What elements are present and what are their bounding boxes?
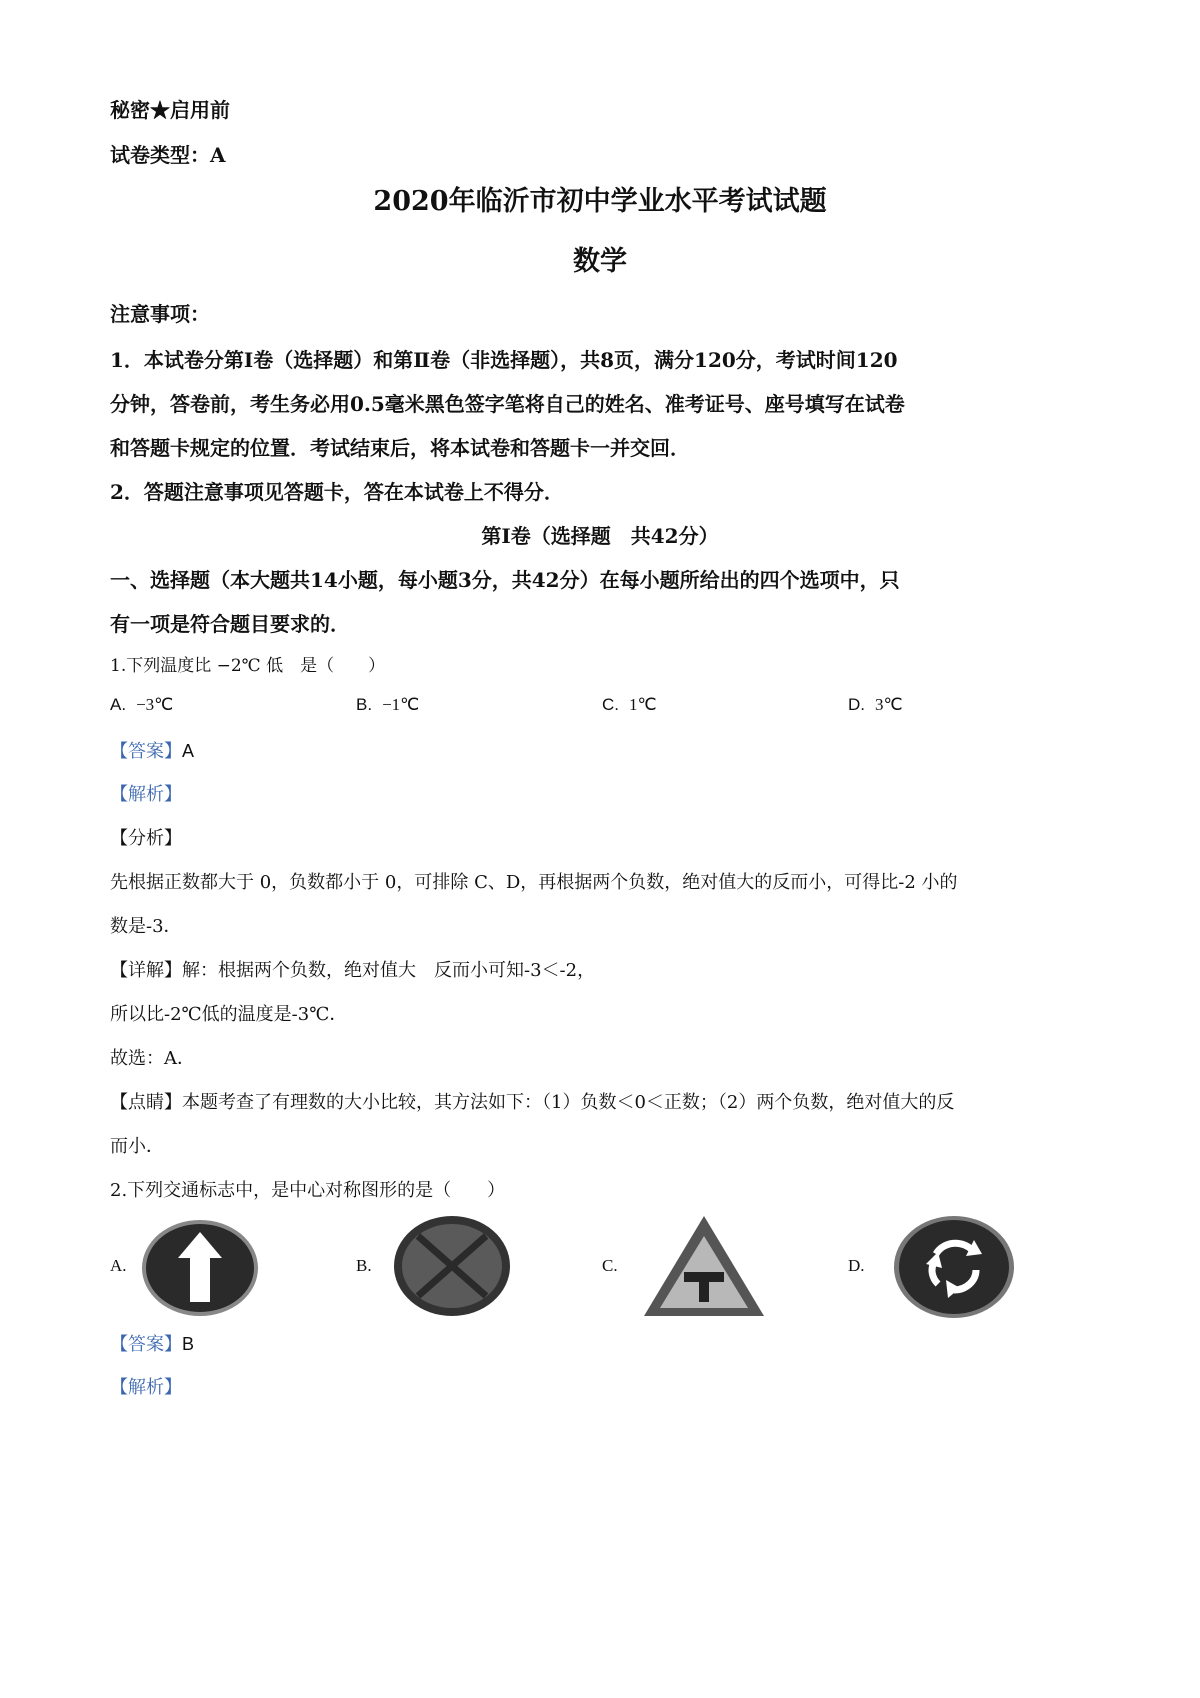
q1-conclusion: 所以比-2℃低的温度是-3℃． [110, 1004, 348, 1025]
notice-line: 1．本试卷分第Ⅰ卷（选择题）和第Ⅱ卷（非选择题），共8页，满分120分，考试时间120 [110, 348, 898, 372]
q2-option-c-label: C. [602, 1256, 618, 1275]
option-value: −3℃ [136, 695, 174, 714]
t-junction-warning-icon [640, 1212, 768, 1320]
q2-option-b-label: B. [356, 1256, 372, 1275]
option-letter: C. [602, 695, 619, 714]
section-title: 第Ⅰ卷（选择题 共42分） [481, 524, 719, 548]
secret-label: 秘密★启用前 [110, 98, 230, 122]
comment-tag: 【点睛】 [110, 1092, 182, 1113]
answer-tag: 【答案】 [110, 741, 182, 762]
notice-line: 和答题卡规定的位置．考试结束后，将本试卷和答题卡一并交回． [110, 436, 690, 460]
paper-type: 试卷类型：A [110, 143, 226, 167]
roundabout-icon [892, 1214, 1016, 1320]
detail-tag: 【详解】 [110, 960, 182, 981]
answer-tag: 【答案】 [110, 1334, 182, 1355]
section-instruction: 一、选择题（本大题共14小题，每小题3分，共42分）在每小题所给出的四个选项中，只 [110, 568, 900, 592]
q1-option-c [602, 692, 657, 718]
q2-option-a-label: A. [110, 1256, 127, 1275]
q1-analysis-tag: 【解析】 [110, 784, 182, 805]
straight-ahead-arrow-icon [140, 1218, 260, 1318]
notice-line: 2．答题注意事项见答题卡，答在本试卷上不得分． [110, 480, 564, 504]
option-letter: D. [848, 695, 865, 714]
q1-fenxi-text: 数是-3． [110, 916, 182, 937]
q1-detail [110, 957, 595, 985]
detail-text: 解：根据两个负数，绝对值大 反而小可知-3＜-2， [182, 960, 596, 981]
q2-stem: 2.下列交通标志中，是中心对称图形的是（ ） [110, 1180, 506, 1201]
option-value: 3℃ [875, 695, 903, 714]
answer-value: A [182, 741, 195, 761]
no-parking-cross-icon [392, 1214, 512, 1318]
q2-answer [110, 1330, 194, 1359]
section-instruction: 有一项是符合题目要求的． [110, 612, 350, 636]
option-letter: B. [356, 695, 373, 714]
option-value: 1℃ [629, 695, 657, 714]
exam-title: 2020年临沂市初中学业水平考试试题 [373, 186, 827, 217]
q1-option-d [848, 692, 903, 718]
notice-heading: 注意事项： [110, 302, 210, 326]
notice-line: 分钟，答卷前，考生务必用0.5毫米黑色签字笔将自己的姓名、准考证号、座号填写在试卷 [110, 392, 905, 416]
comment-text: 本题考查了有理数的大小比较，其方法如下：（1）负数＜0＜正数；（2）两个负数，绝对值大的反 [182, 1092, 955, 1113]
q1-option-b [356, 692, 419, 718]
q1-choice: 故选：A． [110, 1048, 195, 1069]
q1-option-a [110, 692, 173, 718]
answer-value: B [182, 1334, 195, 1354]
q1-stem: 1.下列温度比 −2℃ 低 是（ ） [110, 656, 386, 676]
q2-analysis-tag: 【解析】 [110, 1377, 182, 1398]
q1-comment-cont: 而小． [110, 1136, 164, 1157]
q1-fenxi-tag: 【分析】 [110, 828, 182, 849]
q1-comment [110, 1089, 954, 1117]
q1-answer [110, 737, 194, 766]
option-value: −1℃ [382, 695, 420, 714]
q1-fenxi-text: 先根据正数都大于 0，负数都小于 0，可排除 C、D，再根据两个负数，绝对值大的反而小，可得比-2 小的 [110, 872, 958, 893]
q2-option-d-label: D. [848, 1256, 865, 1275]
subject-title: 数学 [573, 246, 627, 277]
option-letter: A. [110, 695, 127, 714]
